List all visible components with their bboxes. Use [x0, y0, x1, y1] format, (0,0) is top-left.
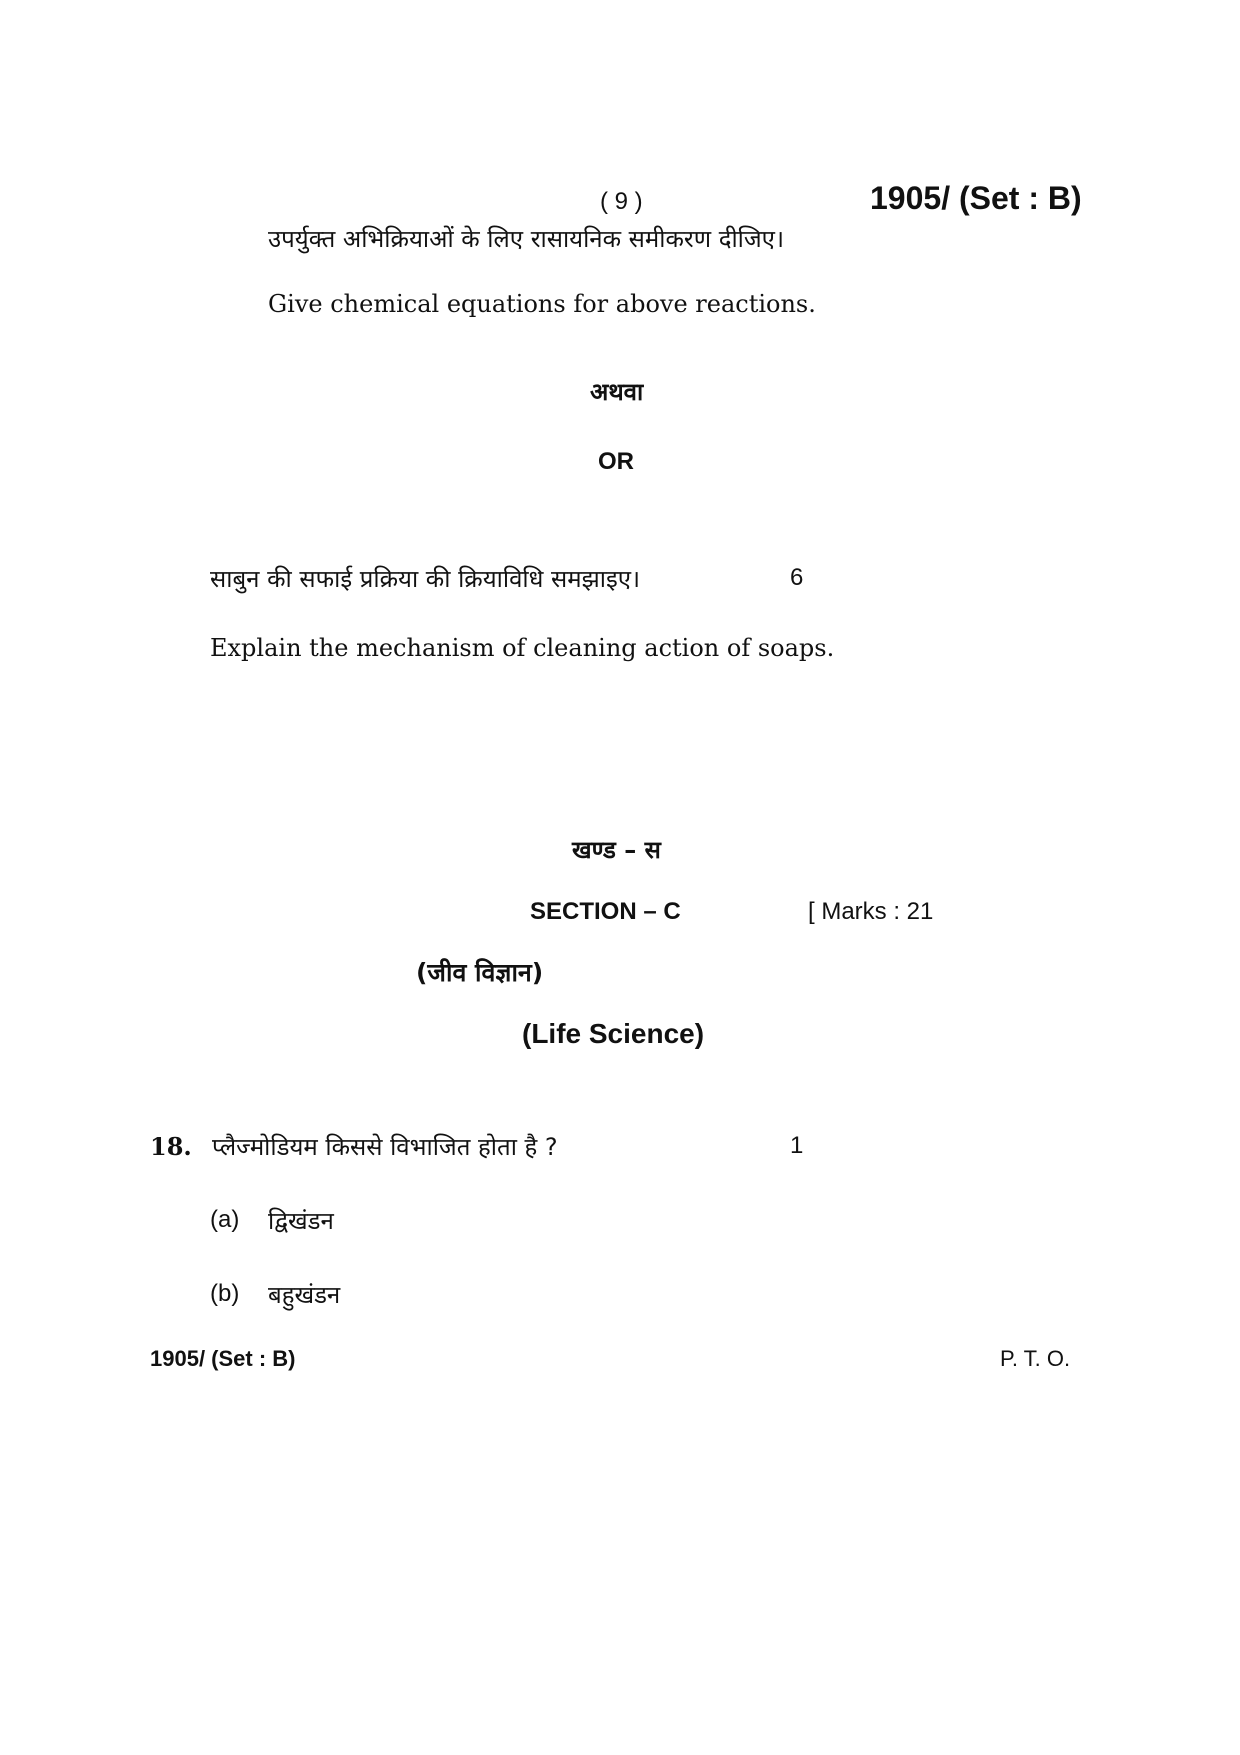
section-title-hindi: खण्ड – स: [572, 836, 661, 864]
question-english: Explain the mechanism of cleaning action of soaps.: [210, 634, 835, 662]
or-english: OR: [598, 448, 634, 475]
question-18-marks: 1: [790, 1132, 804, 1159]
option-a-text: द्विखंडन: [268, 1207, 334, 1235]
question-18-text: प्लैज्मोडियम किससे विभाजित होता है ?: [212, 1133, 558, 1161]
pto-text: P. T. O.: [1000, 1346, 1071, 1371]
option-b-label: (b): [210, 1280, 240, 1307]
question-number: 18.: [150, 1132, 192, 1161]
or-hindi: अथवा: [590, 378, 644, 406]
paper-code-header: 1905/ (Set : B): [870, 180, 1082, 216]
subject-title-english: (Life Science): [522, 1018, 705, 1049]
instruction-hindi: उपर्युक्त अभिक्रियाओं के लिए रासायनिक समीकरण दीजिए।: [268, 225, 785, 253]
question-marks: 6: [790, 564, 804, 591]
paper-code-footer: 1905/ (Set : B): [150, 1346, 296, 1371]
section-title-english: SECTION – C: [530, 898, 681, 925]
question-hindi: साबुन की सफाई प्रक्रिया की क्रियाविधि समझाइए।: [210, 565, 641, 593]
instruction-english: Give chemical equations for above reactions.: [268, 290, 816, 318]
page-number: ( 9 ): [600, 188, 643, 215]
option-b-text: बहुखंडन: [268, 1281, 341, 1309]
option-a-label: (a): [210, 1206, 240, 1233]
subject-title-hindi: (जीव विज्ञान): [416, 958, 544, 987]
section-marks: [ Marks : 21: [808, 898, 934, 925]
